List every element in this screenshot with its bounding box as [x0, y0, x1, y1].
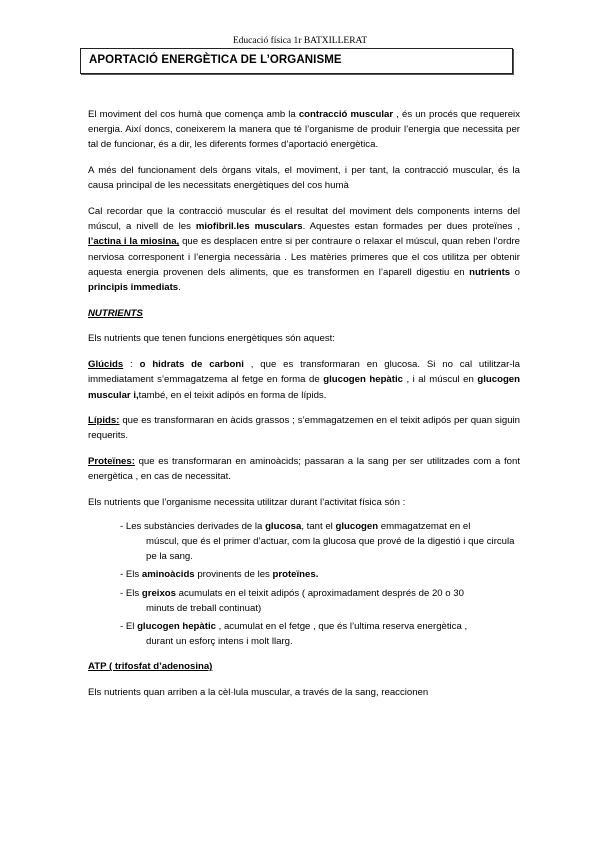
term-glucogen-hepatic: glucogen hepàtic [137, 620, 216, 632]
term-greixos: greixos [141, 587, 176, 599]
label-proteines: Proteïnes: [88, 456, 135, 468]
text-run: El moviment del cos humà que comença amb la [88, 109, 299, 120]
text-run: que es transformaran en àcids grassos ; s’emmagatzemen en el teixit adipós per quan siguin requerits. [88, 415, 520, 442]
term-miofibrilles: miofibril.les musculars [195, 221, 303, 233]
list-item [120, 567, 520, 582]
paragraph-contraction [88, 204, 520, 295]
term-nutrients: nutrients [469, 266, 511, 278]
atp-heading: ATP ( trifosfat d’adenosina) [88, 661, 213, 673]
paragraph-activity-intro: Els nutrients que l’organisme necessita utilitzar durant l’activitat física són : [88, 497, 406, 509]
text-run: o [510, 266, 520, 278]
term-glucogen: glucogen [335, 520, 379, 532]
text-run: , i al múscul en [402, 374, 478, 386]
text-run: - Els [120, 569, 142, 581]
paragraph-intro [88, 107, 520, 153]
paragraph-glucids [88, 357, 520, 403]
text-run: . Aquestes estan formades per dues proteïnes , [302, 221, 520, 233]
text-run: provinents de les [194, 569, 273, 581]
text-run: - Les substàncies derivades de la [120, 520, 266, 532]
term-principis-immediats: principis immediats [88, 282, 179, 294]
text-run: acumulats en el teixit adipós ( aproximadament després de 20 o 30 [176, 587, 464, 599]
text-run: , és un procés que requereix energia. Així doncs, coneixerem la manera que té l’organisme de produir l’energia que necessita per tal de funcionar, és a dir, les diferents formes d’aportació energètica. [88, 109, 520, 151]
text-run: , acumulat en el fetge , que és l’ultima reserva energètica , [215, 620, 468, 632]
text-run: que es desplacen entre si per contraure o relaxar el múscul, quan reben l’ordre nerviosa corresponent i l’energia necessària . Les matèries primeres que el cos utilitza per obtenir aquesta energia provenen dels aliments, que es transformen en l’aparell digestiu en [88, 236, 520, 278]
page-title: APORTACIÓ ENERGÈTICA DE L’ORGANISME [80, 48, 513, 74]
list-item-continuation: minuts de treball continuat) [146, 602, 262, 614]
term-proteines: proteïnes. [272, 569, 319, 581]
term-glucosa: glucosa [265, 520, 302, 532]
text-run: - El [120, 620, 138, 632]
label-glucids: Glúcids [88, 359, 124, 371]
nutrients-list [88, 519, 520, 650]
nutrients-heading: NUTRIENTS [88, 307, 143, 319]
text-run: també, en el teixit adipós en forma de lípids. [138, 389, 327, 401]
term-aminoacids: aminoàcids [141, 569, 195, 581]
list-item-continuation: durant un esforç intens i molt llarg. [146, 636, 293, 648]
paragraph-proteines [88, 454, 520, 484]
paragraph-atp: Els nutrients quan arriben a la cèl·lula muscular, a través de la sang, reaccionen [88, 687, 429, 699]
paragraph-nutrients-intro: Els nutrients que tenen funcions energètiques són aquest: [88, 333, 335, 345]
list-item-continuation: múscul, que és el primer d’actuar, com la glucosa que prové de la digestió i que circula pe la sang. [146, 535, 515, 563]
text-run: Cal recordar que la contracció muscular és el resultat del moviment dels components interns del múscul, a nivell de les [88, 206, 520, 233]
term-actina-miosina: l’actina i la miosina, [88, 236, 180, 248]
paragraph-organs: A més del funcionament dels òrgans vitals, el moviment, i per tant, la contracció muscular, és la causa principal de les necessitats energètiques del cos humà [88, 165, 520, 192]
list-item [120, 586, 520, 616]
list-item [120, 519, 520, 565]
label-lipids: Lípids: [88, 415, 120, 427]
term-contraccio-muscular: contracció muscular [298, 109, 394, 120]
list-item [120, 619, 520, 649]
term-hidrats-carboni: o hidrats de carboni [139, 359, 244, 371]
text-run: . [178, 282, 181, 294]
text-run: , que es transformaran en glucosa. Si no cal utilitzar-la immediatament s’emmagatzema al fetge en forma de [88, 359, 520, 386]
document-body [88, 107, 520, 711]
paragraph-lipids [88, 413, 520, 443]
text-run: , tant el [301, 520, 336, 532]
text-run: - Els [120, 587, 142, 599]
term-glucogen-muscular: glucogen muscular i, [88, 374, 520, 401]
term-glucogen-hepatic: glucogen hepàtic [323, 374, 403, 386]
document-header: Educació física 1r BATXILLERAT [232, 36, 368, 46]
text-run: que es transformaran en aminoàcids; passaran a la sang per ser utilitzades com a font energètica , en cas de necessitat. [88, 456, 520, 483]
text-run: emmagatzemat en el [378, 520, 471, 532]
text-run: : [123, 359, 140, 371]
